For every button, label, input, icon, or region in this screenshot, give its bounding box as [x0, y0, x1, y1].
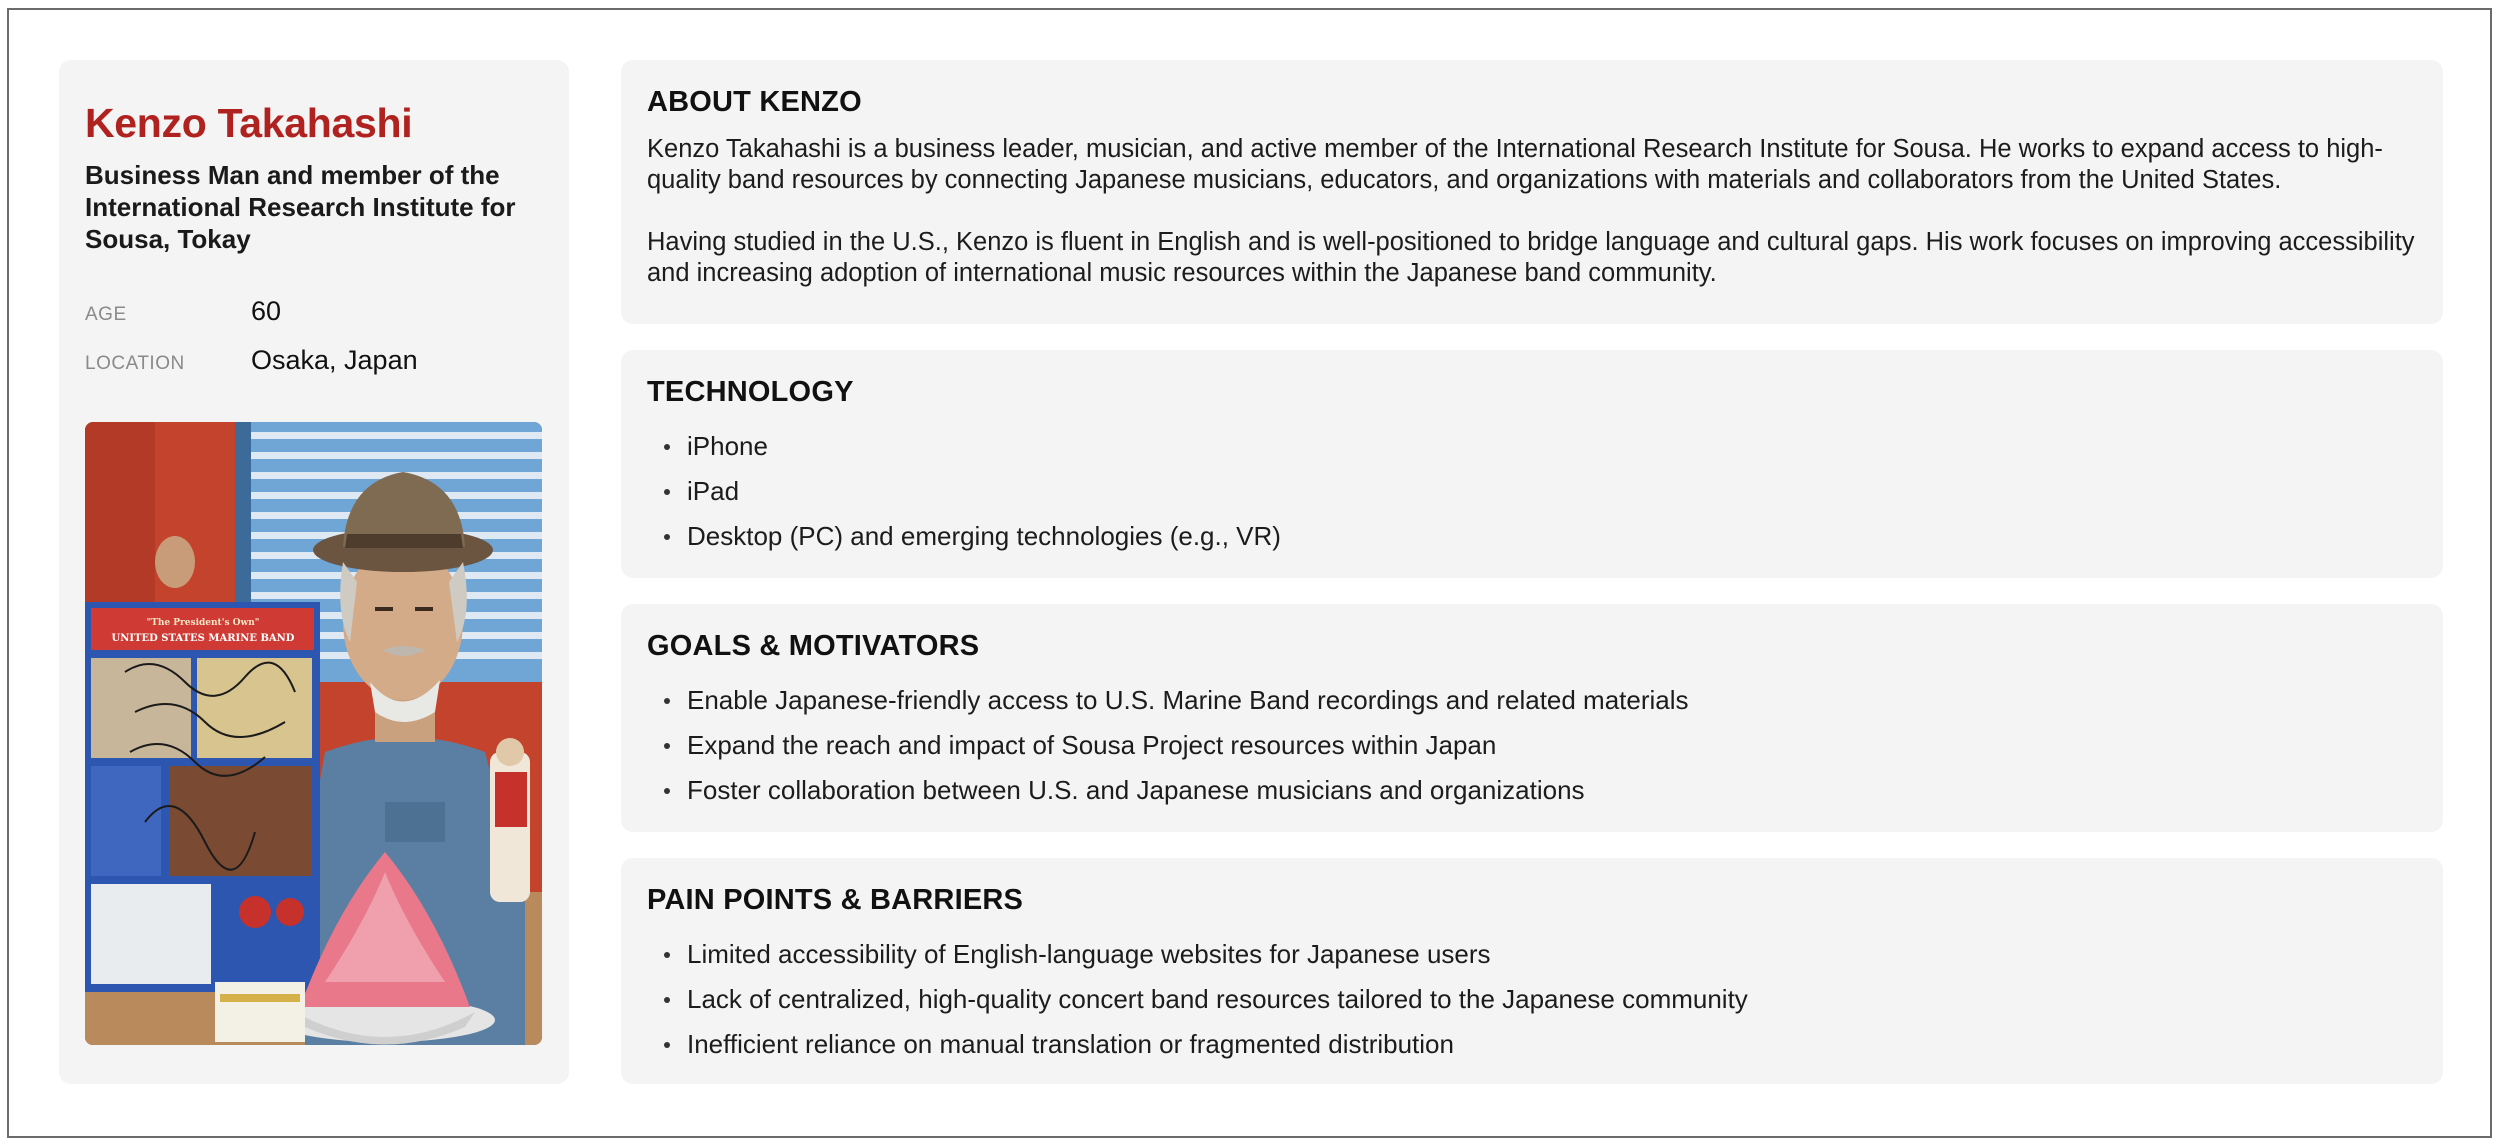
technology-title: TECHNOLOGY — [647, 376, 854, 408]
about-section — [621, 60, 2443, 324]
location-value: Osaka, Japan — [251, 345, 418, 375]
list-item: Desktop (PC) and emerging technologies (e.g., VR) — [647, 514, 2417, 559]
list-item: iPad — [647, 469, 2417, 514]
about-paragraph: Kenzo Takahashi is a business leader, musician, and active member of the International Research Institute for Sousa. He works to expand access to high-quality band resources by connecting Japanese musicians, educators, and organizations with materials and collaborators from the United States. — [647, 135, 2383, 194]
persona-photo — [85, 422, 542, 1045]
list-item: Expand the reach and impact of Sousa Project resources within Japan — [647, 723, 2417, 768]
age-label: AGE — [85, 304, 127, 325]
list-item: Limited accessibility of English-language websites for Japanese users — [647, 932, 2417, 977]
goals-list — [647, 678, 2417, 813]
about-title: ABOUT KENZO — [647, 86, 862, 118]
list-item: Enable Japanese-friendly access to U.S. Marine Band recordings and related materials — [647, 678, 2417, 723]
list-item: iPhone — [647, 424, 2417, 469]
pain-points-title: PAIN POINTS & BARRIERS — [647, 884, 1024, 916]
age-value: 60 — [251, 296, 282, 326]
list-item: Lack of centralized, high-quality concert band resources tailored to the Japanese community — [647, 977, 2417, 1022]
poster-header-line2: UNITED STATES MARINE BAND — [111, 633, 295, 644]
persona-name: Kenzo Takahashi — [85, 100, 413, 146]
pain-points-list — [647, 932, 2417, 1067]
technology-list — [647, 424, 2417, 559]
location-label: LOCATION — [85, 353, 185, 374]
list-item: Foster collaboration between U.S. and Japanese musicians and organizations — [647, 768, 2417, 813]
goals-section — [621, 604, 2443, 832]
profile-card — [59, 60, 569, 1084]
about-paragraph: Having studied in the U.S., Kenzo is fluent in English and is well-positioned to bridge language and cultural gaps. His work focuses on improving accessibility and increasing adoption of international music resources within the Japanese band community. — [647, 228, 2415, 287]
pain-points-section — [621, 858, 2443, 1084]
list-item: Inefficient reliance on manual translation or fragmented distribution — [647, 1022, 2417, 1067]
persona-subtitle: Business Man and member of the International Research Institute for Sousa, Tokay — [85, 160, 516, 254]
location-row — [85, 345, 418, 376]
goals-title: GOALS & MOTIVATORS — [647, 630, 980, 662]
age-row — [85, 296, 281, 327]
technology-section — [621, 350, 2443, 578]
persona-photo-illustration — [85, 422, 542, 1045]
poster-header-line1: "The President's Own" — [146, 618, 260, 628]
